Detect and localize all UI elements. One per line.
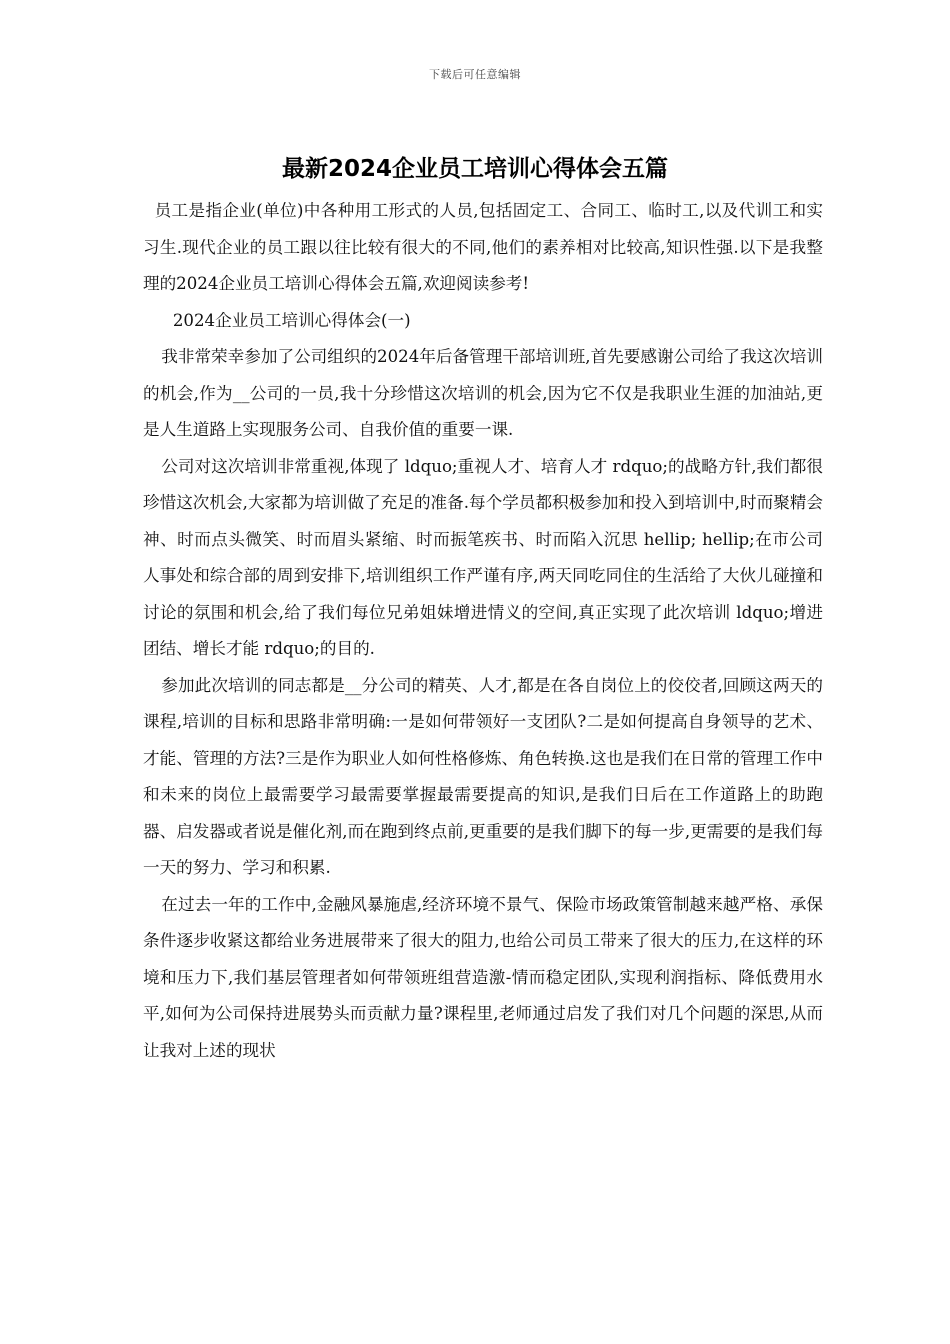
section-heading: 2024企业员工培训心得体会(一)	[172, 310, 411, 330]
document-title: 最新2024企业员工培训心得体会五篇	[281, 156, 668, 182]
body-paragraph: 公司对这次培训非常重视,体现了 ldquo;重视人才、培育人才 rdquo;的战略方针,我们都很珍惜这次机会,大家都为培训做了充足的准备.每个学员都积极参加和投入到培训中,时而聚精会神、时而点头微笑、时而眉头紧缩、时而振笔疾书、时而陷入沉思 hellip; hellip;在市公司人事处和综合部的周到安排下,培训组织工作严谨有序,两天同吃同住的生活给了大伙儿碰撞和讨论的氛围和机会,给了我们每位兄弟姐妹增进情义的空间,真正实现了此次培训 ldquo;增进团结、增长才能 rdquo;的目的.	[143, 456, 823, 658]
document-body	[143, 193, 823, 1069]
body-paragraph: 在过去一年的工作中,金融风暴施虐,经济环境不景气、保险市场政策管制越来越严格、承保条件逐步收紧这都给业务进展带来了很大的阻力,也给公司员工带来了很大的压力,在这样的环境和压力下,我们基层管理者如何带领班组营造激-情而稳定团队,实现利润指标、降低费用水平,如何为公司保持进展势头而贡献力量?课程里,老师通过启发了我们对几个问题的深思,从而让我对上述的现状	[143, 894, 823, 1060]
intro-paragraph: 员工是指企业(单位)中各种用工形式的人员,包括固定工、合同工、临时工,以及代训工和实习生.现代企业的员工跟以往比较有很大的不同,他们的素养相对比较高,知识性强.以下是我整理的2024企业员工培训心得体会五篇,欢迎阅读参考!	[143, 201, 823, 293]
body-paragraph: 参加此次培训的同志都是__分公司的精英、人才,都是在各自岗位上的佼佼者,回顾这两天的课程,培训的目标和思路非常明确:一是如何带领好一支团队?二是如何提高自身领导的艺术、才能、管理的方法?三是作为职业人如何性格修炼、角色转换.这也是我们在日常的管理工作中和未来的岗位上最需要学习最需要掌握最需要提高的知识,是我们日后在工作道路上的助跑器、启发器或者说是催化剂,而在跑到终点前,更重要的是我们脚下的每一步,更需要的是我们每一天的努力、学习和积累.	[143, 675, 823, 877]
body-paragraph: 我非常荣幸参加了公司组织的2024年后备管理干部培训班,首先要感谢公司给了我这次培训的机会,作为__公司的一员,我十分珍惜这次培训的机会,因为它不仅是我职业生涯的加油站,更是人生道路上实现服务公司、自我价值的重要一课.	[143, 347, 823, 439]
page-header-note: 下载后可任意编辑	[429, 68, 521, 81]
